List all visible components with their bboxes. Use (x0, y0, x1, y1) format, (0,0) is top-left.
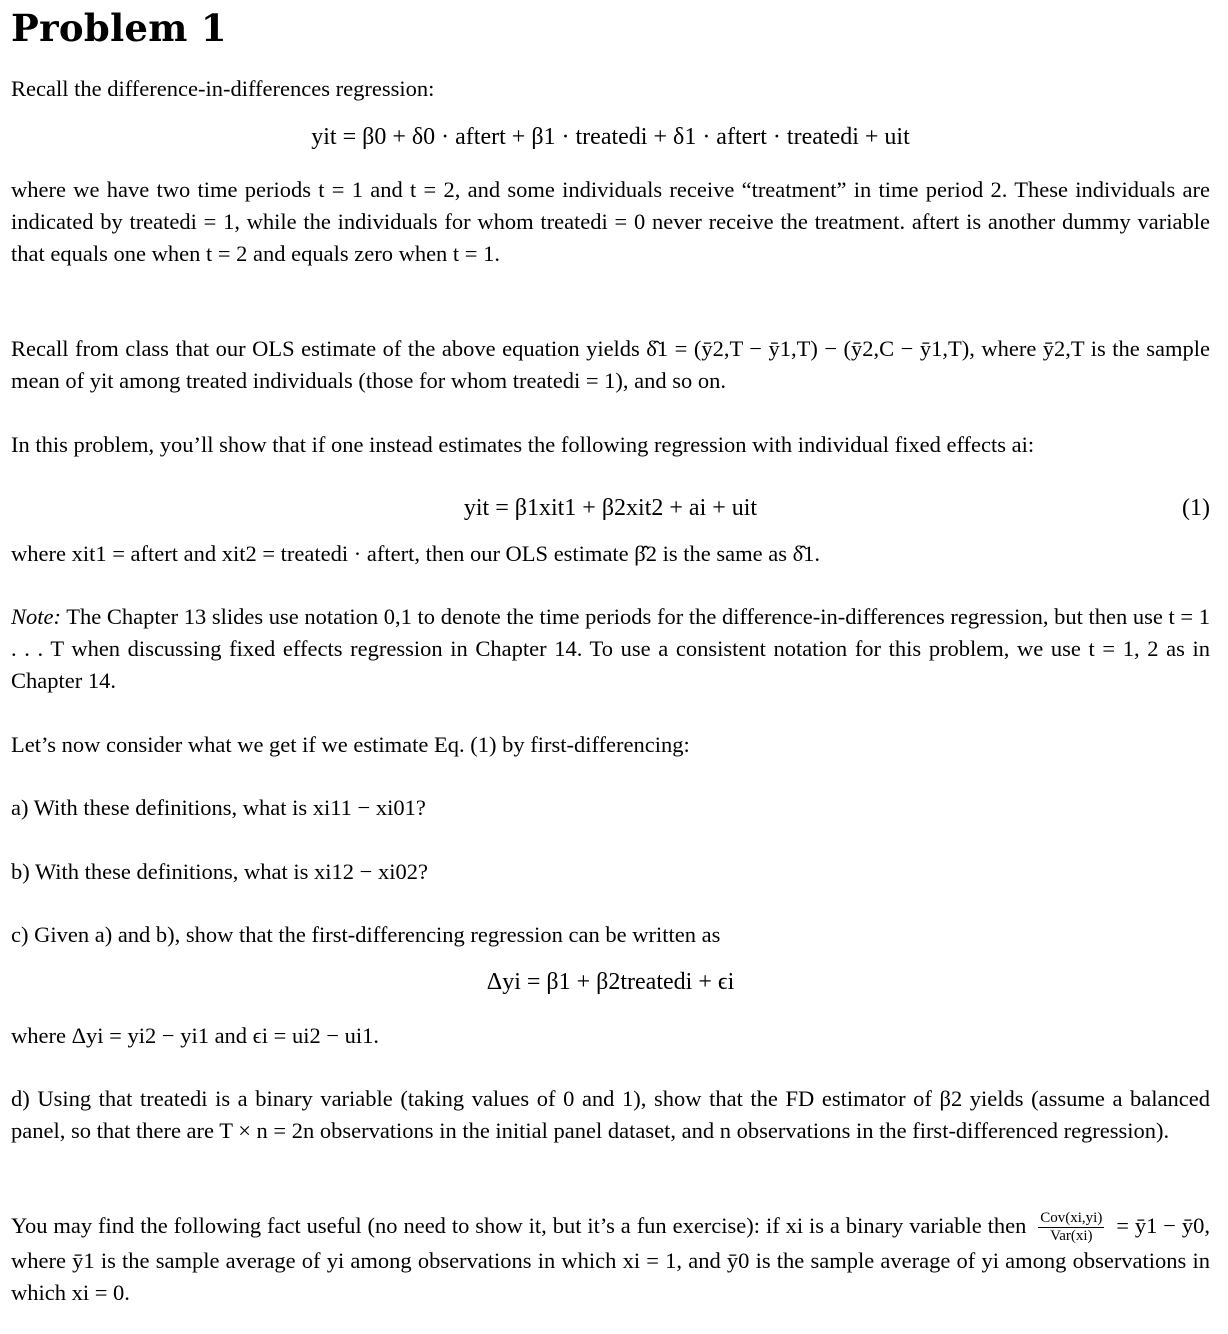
paragraph-useful-fact (11, 1210, 1210, 1309)
paragraph-fixed-effects: In this problem, you’ll show that if one instead estimates the following regression with individual fixed effects ai: (11, 432, 1035, 457)
paragraph-ols-estimate: Recall from class that our OLS estimate of the above equation yields δ̂1 = (ȳ2,T − ȳ1,T) − (ȳ2,C − ȳ1,T), where ȳ2,T is the sample mean of yit among treated individuals (those for whom treatedi = 1), and so on. (11, 336, 1210, 393)
question-a: a) With these definitions, what is xi11 − xi01? (11, 795, 426, 820)
cov-var-fraction (1038, 1210, 1104, 1245)
did-equation: yit = β0 + δ0 · aftert + β1 · treatedi + δ1 · aftert · treatedi + uit (311, 124, 910, 150)
equation-number: (1) (1182, 495, 1210, 521)
fraction-denominator: Var(xi) (1050, 1228, 1093, 1245)
note-text: The Chapter 13 slides use notation 0,1 to denote the time periods for the difference-in-differences regression, but then use t = 1 . . . T when discussing fixed effects regression in Chapter 14. To use a consistent notation for this problem, we use t = 1, 2 as in Chapter 14. (11, 604, 1211, 693)
useful-fact-tail: = ȳ1 − ȳ0, where ȳ1 is the sample average of yi among observations in which xi = 1, and ȳ0 is the sample average of yi among observations in which xi = 0. (11, 1213, 1211, 1306)
paragraph-first-differencing: Let’s now consider what we get if we estimate Eq. (1) by first-differencing: (11, 732, 690, 757)
note-paragraph (11, 601, 1210, 697)
intro-paragraph: Recall the difference-in-differences regression: (11, 76, 435, 101)
problem-title: Problem 1 (11, 6, 227, 50)
question-d: d) Using that treatedi is a binary variable (taking values of 0 and 1), show that the FD estimator of β2 yields (assume a balanced panel, so that there are T × n = 2n observations in the initial panel dataset, and n observations in the first-differenced regression). (11, 1086, 1210, 1143)
paragraph-delta-definitions: where Δyi = yi2 − yi1 and ϵi = ui2 − ui1. (11, 1023, 380, 1048)
fe-equation: yit = β1xit1 + β2xit2 + ai + uit (463, 495, 758, 521)
question-b: b) With these definitions, what is xi12 − xi02? (11, 859, 428, 884)
useful-fact-lead: You may find the following fact useful (no need to show it, but it’s a fun exercise): if xi is a binary variable then (11, 1213, 1027, 1238)
note-label: Note: (11, 604, 61, 629)
question-c: c) Given a) and b), show that the first-differencing regression can be written as (11, 922, 721, 947)
paragraph-time-periods: where we have two time periods t = 1 and t = 2, and some individuals receive “treatment” in time period 2. These individuals are indicated by treatedi = 1, while the individuals for whom treatedi = 0 never receive the treatment. aftert is another dummy variable that equals one when t = 2 and equals zero when t = 1. (11, 177, 1210, 266)
fd-equation: Δyi = β1 + β2treatedi + ϵi (486, 969, 735, 995)
fe-equation-row (11, 495, 1210, 522)
paragraph-definitions: where xit1 = aftert and xit2 = treatedi · aftert, then our OLS estimate β̂2 is the same as δ̂1. (11, 541, 821, 566)
fraction-numerator: Cov(xi,yi) (1040, 1210, 1103, 1227)
